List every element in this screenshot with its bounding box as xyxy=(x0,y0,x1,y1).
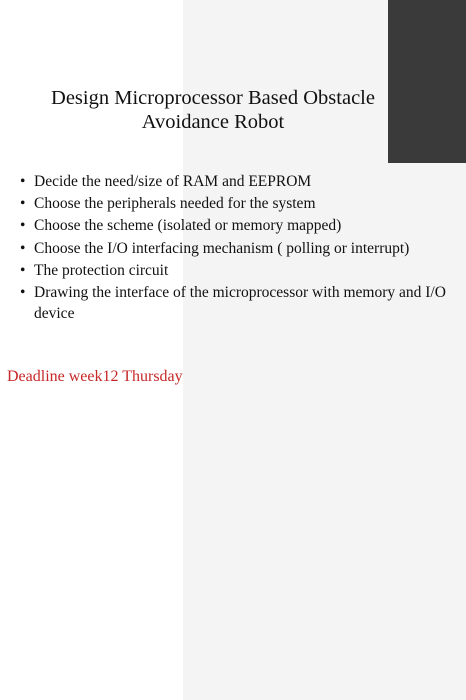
title-line-2: Avoidance Robot xyxy=(141,111,285,133)
list-item-text: The protection circuit xyxy=(34,261,169,279)
list-item xyxy=(18,282,448,324)
list-item-text: Choose the peripherals needed for the system xyxy=(34,195,316,213)
bullet-icon: • xyxy=(20,217,26,235)
list-item-text: Choose the I/O interfacing mechanism ( polling or interrupt) xyxy=(34,239,410,257)
deadline-note: Deadline week12 Thursday xyxy=(7,368,183,385)
list-item xyxy=(18,260,448,281)
list-item xyxy=(18,215,448,236)
requirements-list xyxy=(18,171,448,325)
bullet-icon: • xyxy=(20,173,26,190)
list-item-text: Choose the scheme (isolated or memory mapped) xyxy=(34,217,342,235)
bullet-icon: • xyxy=(20,261,26,279)
list-item-text: Drawing the interface of the microprocessor with memory and I/O device xyxy=(34,283,446,322)
bullet-icon: • xyxy=(20,283,26,301)
bullet-icon: • xyxy=(20,239,26,257)
list-item xyxy=(18,171,448,192)
title-line-1: Design Microprocessor Based Obstacle xyxy=(51,87,375,109)
list-item xyxy=(18,238,448,259)
slide-title xyxy=(20,86,406,134)
list-item-text: Decide the need/size of RAM and EEPROM xyxy=(34,173,312,190)
dark-corner-block xyxy=(388,0,466,163)
list-item xyxy=(18,193,448,214)
bullet-icon: • xyxy=(20,195,26,213)
